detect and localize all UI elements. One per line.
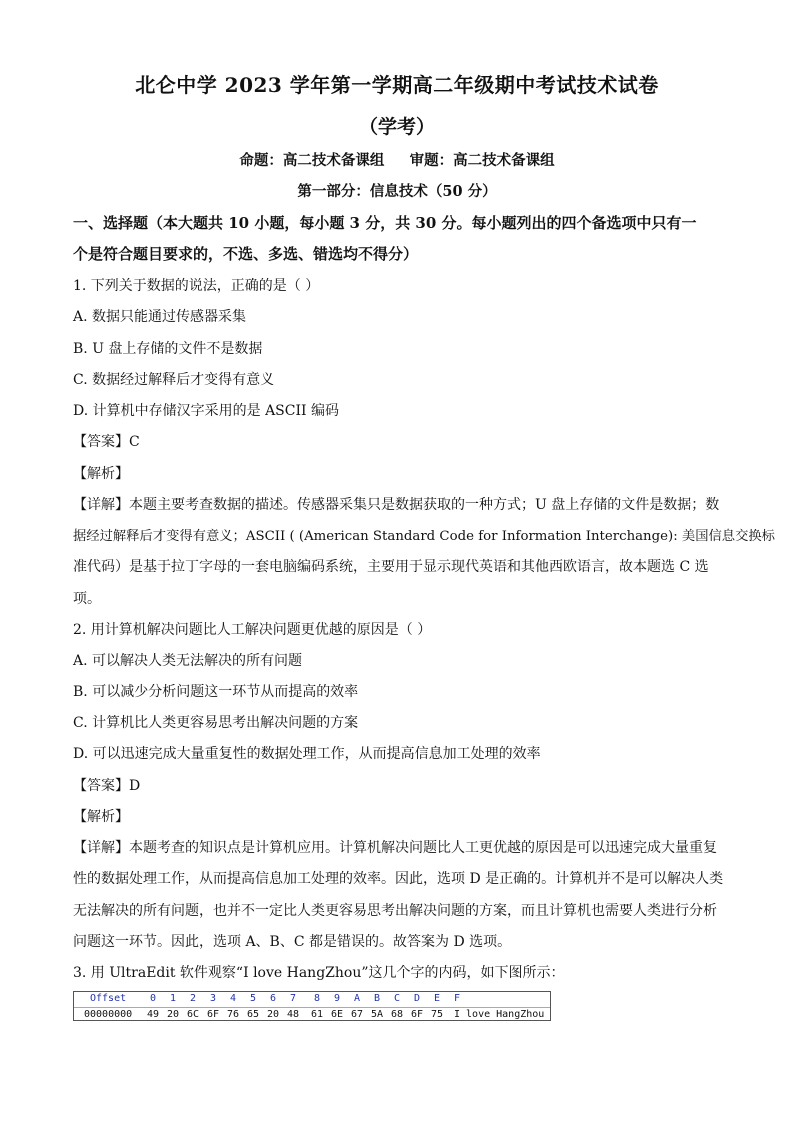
hex-byte: 20 (167, 1009, 180, 1020)
q3-stem: 3. 用 UltraEdit 软件观察“I love HangZhou”这几个字的内码，如下图所示： (73, 965, 565, 981)
hex-byte: 6C (187, 1009, 200, 1020)
q2-option-d: D. 可以迅速完成大量重复性的数据处理工作，从而提高信息加工处理的效率 (73, 746, 541, 762)
hex-byte: 6F (411, 1009, 424, 1020)
q2-analysis-label: 【解析】 (73, 809, 129, 825)
hex-header-col: E (434, 993, 441, 1004)
hex-header-col: 1 (170, 993, 177, 1004)
hex-header-col: A (354, 993, 361, 1004)
hex-header-col: 6 (270, 993, 277, 1004)
hex-byte: 6E (331, 1009, 344, 1020)
q2-option-c: C. 计算机比人类更容易思考出解决问题的方案 (73, 715, 359, 731)
hex-offset: 00000000 (84, 1009, 133, 1020)
q1-option-b: B. U 盘上存储的文件不是数据 (73, 341, 263, 357)
hex-header-col: D (414, 993, 421, 1004)
hex-byte: 5A (371, 1009, 384, 1020)
hex-header-offset: Offset (90, 993, 127, 1004)
q1-detail-line-2: 据经过解释后才变得有意义；ASCII ( (American Standard Code for Information Interchange): 美国信息交换标 (73, 529, 775, 544)
q1-option-d: D. 计算机中存储汉字采用的是 ASCII 编码 (73, 403, 339, 419)
hex-header-col: 4 (230, 993, 237, 1004)
hex-header-col: 5 (250, 993, 257, 1004)
hex-byte: 75 (431, 1009, 444, 1020)
q1-option-c: C. 数据经过解释后才变得有意义 (73, 372, 275, 388)
hex-byte: 76 (227, 1009, 240, 1020)
hex-byte: 49 (147, 1009, 160, 1020)
q2-answer: 【答案】D (73, 778, 141, 794)
ultraedit-hex-view (73, 991, 551, 1021)
hex-byte: 61 (311, 1009, 324, 1020)
q2-detail-line-4: 问题这一环节。因此，选项 A、B、C 都是错误的。故答案为 D 选项。 (73, 934, 512, 950)
hex-header-row (74, 992, 550, 1006)
q1-analysis-label: 【解析】 (73, 466, 129, 482)
q2-option-b: B. 可以减少分析问题这一环节从而提高的效率 (73, 684, 359, 700)
q1-detail-line-4: 项。 (73, 591, 101, 607)
hex-header-col: C (394, 993, 401, 1004)
hex-byte: 20 (267, 1009, 280, 1020)
hex-header-col: 9 (334, 993, 341, 1004)
hex-ascii: I love HangZhou (454, 1009, 545, 1020)
part-heading: 第一部分：信息技术（50 分） (297, 183, 497, 200)
q1-option-a: A. 数据只能通过传感器采集 (73, 309, 247, 325)
hex-header-col: 3 (210, 993, 217, 1004)
exam-subtitle: （学考） (358, 116, 435, 138)
hex-data-row (74, 1007, 550, 1022)
q2-option-a: A. 可以解决人类无法解决的所有问题 (73, 653, 303, 669)
hex-byte: 68 (391, 1009, 404, 1020)
q1-answer: 【答案】C (73, 434, 140, 450)
q1-detail-line-1: 【详解】本题主要考查数据的描述。传感器采集只是数据获取的一种方式；U 盘上存储的文件是数据；数 (73, 497, 720, 513)
authors-line: 命题：高二技术备课组 审题：高二技术备课组 (239, 152, 555, 169)
hex-header-col: 2 (190, 993, 197, 1004)
section-heading-line-1: 一、选择题（本大题共 10 小题，每小题 3 分，共 30 分。每小题列出的四个备选项中只有一 (73, 214, 697, 232)
q2-detail-line-1: 【详解】本题考查的知识点是计算机应用。计算机解决问题比人工更优越的原因是可以迅速完成大量重复 (73, 840, 717, 856)
q2-detail-line-3: 无法解决的所有问题，也并不一定比人类更容易思考出解决问题的方案，而且计算机也需要人类进行分析 (73, 903, 717, 919)
exam-title: 北仑中学 2023 学年第一学期高二年级期中考试技术试卷 (135, 73, 659, 97)
hex-header-col: 0 (150, 993, 157, 1004)
hex-byte: 6F (207, 1009, 220, 1020)
hex-header-col: 7 (290, 993, 297, 1004)
section-heading-line-2: 个是符合题目要求的，不选、多选、错选均不得分） (73, 245, 419, 263)
hex-header-col: B (374, 993, 381, 1004)
hex-header-col: 8 (314, 993, 321, 1004)
hex-byte: 65 (247, 1009, 260, 1020)
q2-stem: 2. 用计算机解决问题比人工解决问题更优越的原因是（ ） (73, 622, 432, 638)
q1-stem: 1. 下列关于数据的说法，正确的是（ ） (73, 278, 320, 294)
hex-byte: 67 (351, 1009, 364, 1020)
q2-detail-line-2: 性的数据处理工作，从而提高信息加工处理的效率。因此，选项 D 是正确的。计算机并不是可以解决人类 (73, 871, 724, 887)
hex-header-col: F (454, 993, 461, 1004)
q1-detail-line-3: 准代码）是基于拉丁字母的一套电脑编码系统，主要用于显示现代英语和其他西欧语言，故本题选 C 选 (73, 559, 709, 575)
hex-byte: 48 (287, 1009, 300, 1020)
